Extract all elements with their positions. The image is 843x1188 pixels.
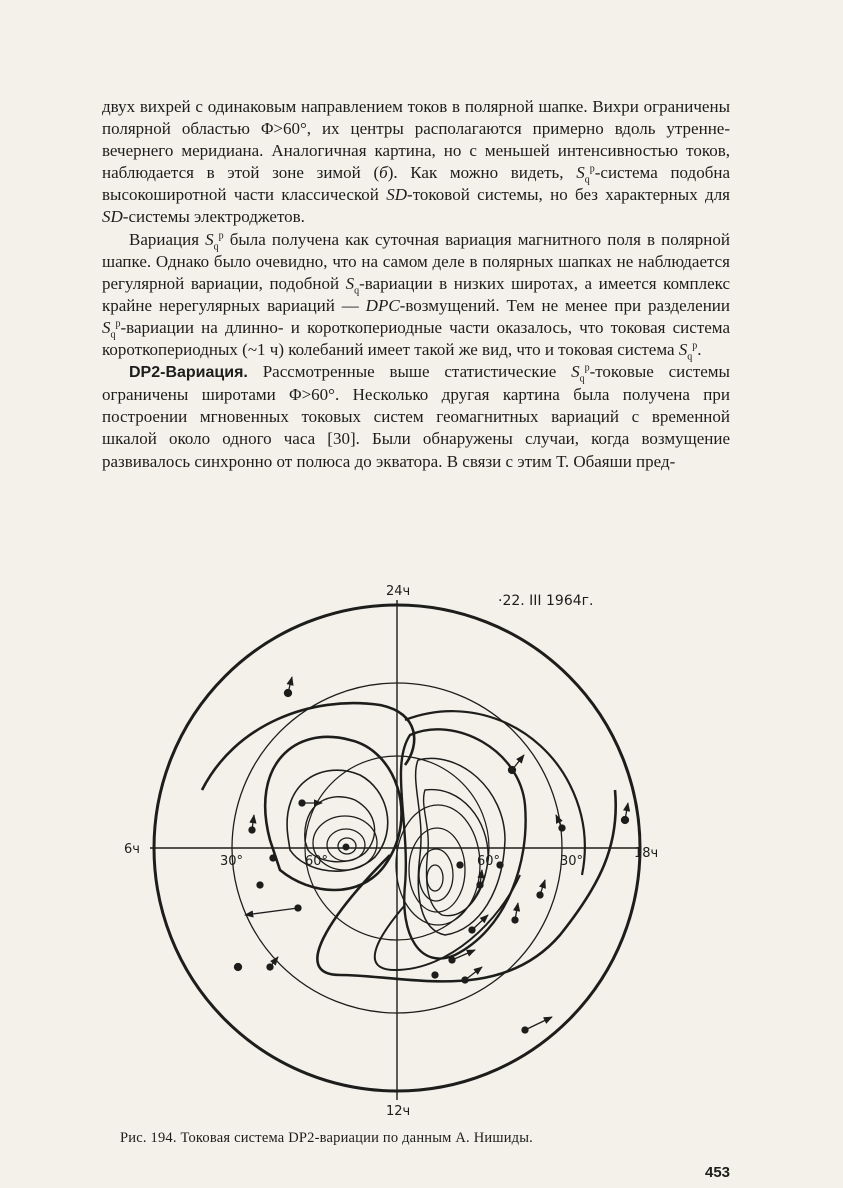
label-lat-60-right: 60°: [477, 854, 501, 869]
label-lat-30-right: 30°: [560, 854, 584, 869]
figure-date: ·22. III 1964г.: [498, 593, 594, 609]
paragraph-3: DP2-Вариация. Рассмотренные выше статистические $S_q^p$-токовые системы ограничены широтами Φ>60°. Несколько другая картина была получена при построении мгновенных токовых систем геомагнитных вариаций с временной шкалой около одного часа [30]. Были обнаружены случаи, когда возмущение развивалось синхронно от полюса до экватора. В связи с этим Т. Обаяши пред-: [102, 362, 730, 471]
left-vortex: [265, 737, 401, 890]
label-lat-30-left: 30°: [220, 854, 244, 869]
label-12h: 12ч: [386, 1104, 411, 1119]
paragraph-1: двух вихрей с одинаковым направлением токов в полярной шапке. Вихри ограничены полярной областью Φ>60°, их центры располагаются примерно вдоль утренне-вечернего меридиана. Аналогичная картина, но с меньшей интенсивностью токов, наблюдается в этой зоне зимой (б). Как можно видеть, $S_q^p$-система подобна высокоширотной части классической SD-токовой системы, но без характерных для SD-системы электроджетов.: [102, 97, 731, 227]
right-vortex: [396, 729, 526, 958]
label-6h: 6ч: [124, 842, 140, 857]
page-number: 453: [705, 1164, 731, 1181]
label-lat-60-left: 60°: [305, 854, 329, 869]
label-18h: 18ч: [634, 846, 659, 861]
polar-center-marker: [343, 844, 350, 851]
run-in-heading: DP2-Вариация.: [129, 364, 248, 382]
figure-caption: Рис. 194. Токовая система DP2-вариации по данным А. Нишиды.: [120, 1130, 533, 1146]
current-system-diagram: [120, 575, 660, 1120]
label-24h: 24ч: [386, 584, 411, 599]
body-text: [102, 96, 730, 473]
paragraph-2: Вариация $S_q^p$ была получена как суточная вариация магнитного поля в полярной шапке. Однако было очевидно, что на самом деле в полярных шапках не наблюдается регулярной вариации, подобной $S_q$-вариации в низких широтах, а имеется комплекс крайне нерегулярных вариаций — DPC-возмущений. Тем не менее при разделении $S_q^p$-вариации на длинно- и короткопериодные части оказалось, что токовая система короткопериодных (~1 ч) колебаний имеет такой же вид, что и токовая система $S_q^p$.: [102, 229, 731, 363]
